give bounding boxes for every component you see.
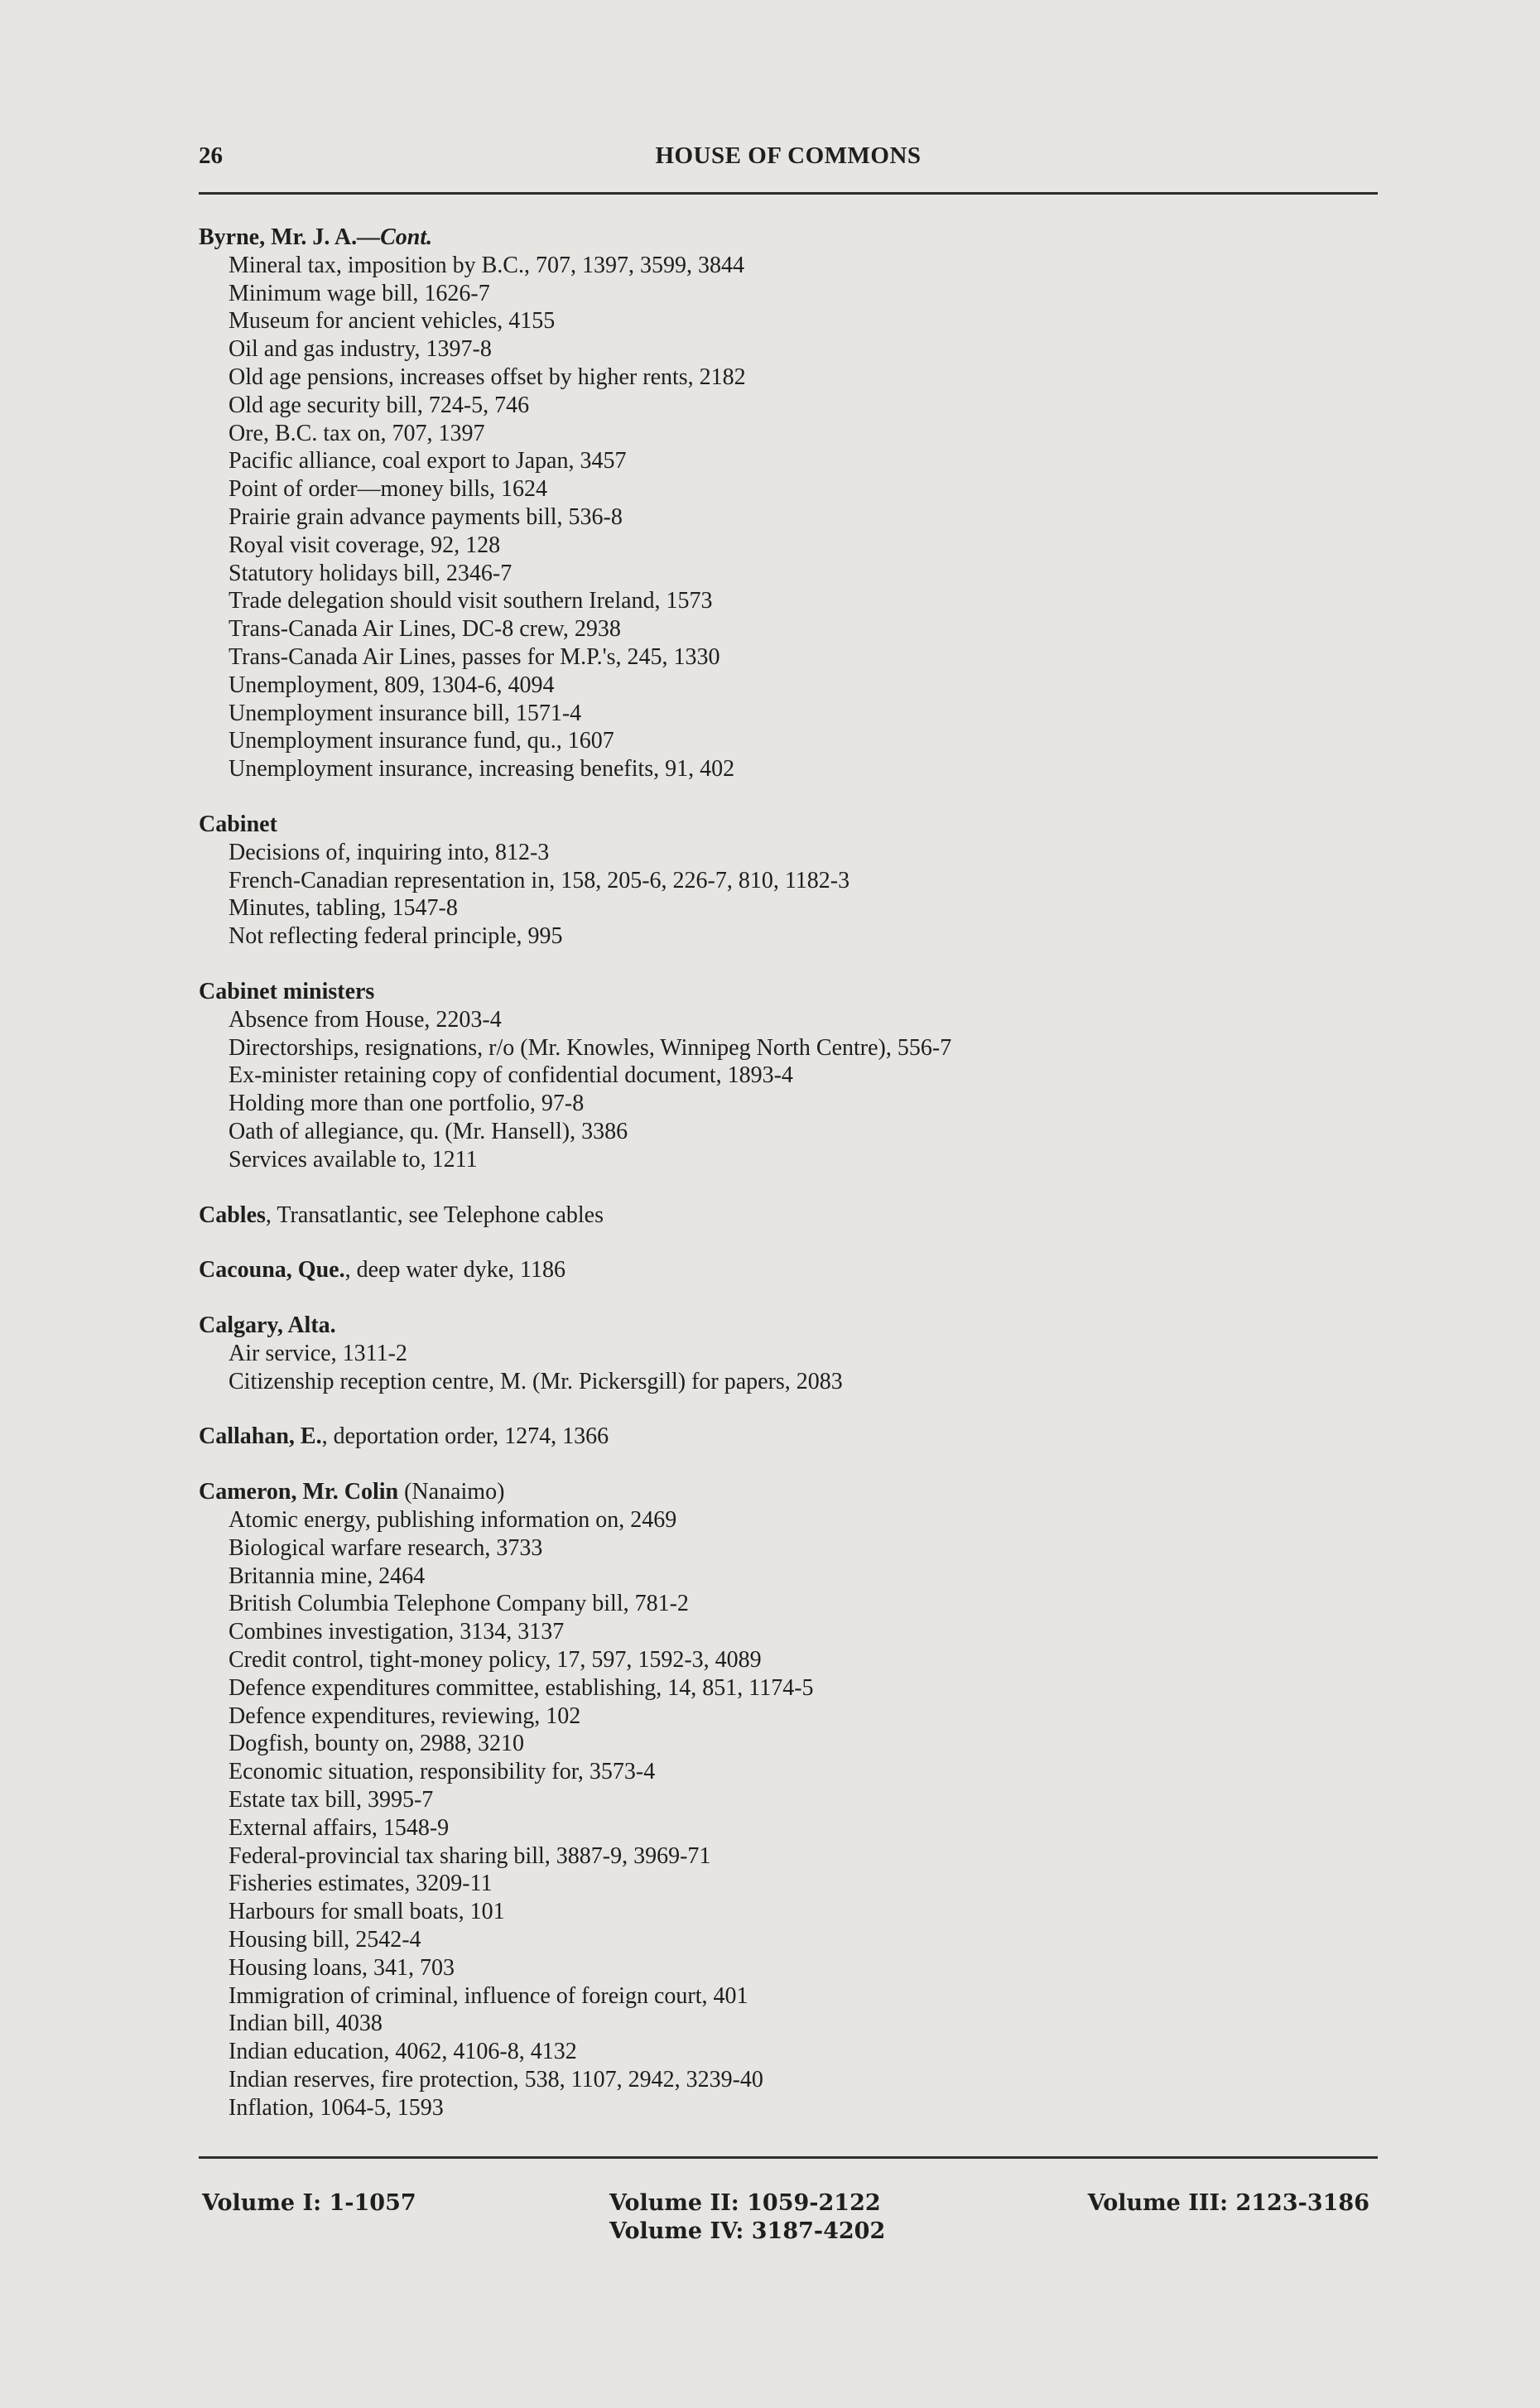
entry-heading — [199, 1423, 1378, 1451]
index-entry — [199, 978, 1378, 1174]
subentry: Old age security bill, 724-5, 746 — [229, 392, 530, 418]
subentry: Trans-Canada Air Lines, DC-8 crew, 2938 — [229, 616, 621, 643]
entry-heading — [199, 811, 1378, 839]
subentry: Point of order—money bills, 1624 — [229, 476, 547, 503]
heading-detail: , deportation order, 1274, 1366 — [321, 1423, 609, 1450]
index-entry — [199, 1202, 1378, 1230]
subentry: Air service, 1311-2 — [229, 1340, 407, 1366]
volume-2-4-ranges — [609, 2189, 885, 2246]
heading-name: Callahan, E. — [199, 1423, 322, 1450]
heading-continued: —Cont. — [357, 224, 433, 250]
volume-footer — [199, 2189, 1378, 2256]
subentry: Absence from House, 2203-4 — [229, 1006, 502, 1033]
subentry: Services available to, 1211 — [229, 1146, 478, 1173]
running-head — [199, 142, 1378, 179]
subentry: Pacific alliance, coal export to Japan, 3457 — [229, 448, 627, 474]
heading-name: Byrne, Mr. J. A. — [199, 224, 358, 250]
heading-name: Calgary, Alta. — [199, 1312, 336, 1339]
entry-heading — [199, 224, 1378, 252]
heading-detail: (Nanaimo) — [398, 1479, 505, 1505]
subentry: Oath of allegiance, qu. (Mr. Hansell), 3386 — [229, 1118, 628, 1144]
subentry: Inflation, 1064-5, 1593 — [229, 2094, 444, 2121]
subentry: Minimum wage bill, 1626-7 — [229, 280, 490, 306]
subentry: Indian bill, 4038 — [229, 2011, 383, 2037]
volume-4-range: Volume IV: 3187-4202 — [609, 2218, 886, 2244]
volume-3-range: Volume III: 2123-3186 — [1087, 2190, 1369, 2216]
subentry: Not reflecting federal principle, 995 — [229, 923, 563, 950]
heading-detail: , Transatlantic, see Telephone cables — [265, 1202, 604, 1228]
subentry: Trade delegation should visit southern Ireland, 1573 — [229, 588, 713, 614]
index-entry — [199, 811, 1378, 951]
subentry: Ore, B.C. tax on, 707, 1397 — [229, 420, 485, 446]
subentry: Housing loans, 341, 703 — [229, 1954, 455, 1981]
subentry: Unemployment insurance, increasing benefits, 91, 402 — [229, 756, 735, 783]
heading-name: Cabinet — [199, 811, 277, 837]
footer-rule — [199, 2156, 1378, 2159]
entry-heading — [199, 978, 1378, 1006]
heading-name: Cabinet ministers — [199, 978, 375, 1004]
heading-detail: , deep water dyke, 1186 — [344, 1257, 566, 1283]
index-body — [199, 224, 1378, 2122]
subentry: Dogfish, bounty on, 2988, 3210 — [229, 1731, 524, 1757]
subentry: Ex-minister retaining copy of confidential document, 1893-4 — [229, 1062, 793, 1089]
index-entry — [199, 1478, 1378, 2121]
subentry: Minutes, tabling, 1547-8 — [229, 895, 458, 922]
header-rule — [199, 192, 1378, 195]
heading-name: Cacouna, Que. — [199, 1257, 345, 1283]
subentry: Directorships, resignations, r/o (Mr. Knowles, Winnipeg North Centre), 556-7 — [229, 1034, 952, 1061]
subentry: Defence expenditures committee, establishing, 14, 851, 1174-5 — [229, 1674, 814, 1701]
subentry: Statutory holidays bill, 2346-7 — [229, 560, 513, 586]
subentry: British Columbia Telephone Company bill, 781-2 — [229, 1591, 689, 1617]
subentry: Indian education, 4062, 4106-8, 4132 — [229, 2039, 577, 2065]
subentry: Fisheries estimates, 3209-11 — [229, 1871, 493, 1897]
page-number: 26 — [199, 142, 223, 169]
index-entry — [199, 224, 1378, 783]
index-entry — [199, 1256, 1378, 1284]
subentry: Oil and gas industry, 1397-8 — [229, 336, 492, 363]
page-title: HOUSE OF COMMONS — [655, 142, 922, 169]
subentry: Indian reserves, fire protection, 538, 1107, 2942, 3239-40 — [229, 2067, 763, 2093]
subentry: Mineral tax, imposition by B.C., 707, 1397, 3599, 3844 — [229, 252, 744, 278]
subentry: Estate tax bill, 3995-7 — [229, 1787, 434, 1813]
heading-name: Cables — [199, 1202, 266, 1228]
subentry: Decisions of, inquiring into, 812-3 — [229, 839, 550, 865]
subentry: Housing bill, 2542-4 — [229, 1927, 421, 1953]
subentry: Atomic energy, publishing information on, 2469 — [229, 1507, 677, 1534]
subentry: Unemployment insurance fund, qu., 1607 — [229, 728, 614, 754]
entry-heading — [199, 1256, 1378, 1284]
subentry: Combines investigation, 3134, 3137 — [229, 1619, 565, 1645]
subentry: Old age pensions, increases offset by higher rents, 2182 — [229, 364, 746, 390]
subentry: Royal visit coverage, 92, 128 — [229, 532, 501, 558]
heading-name: Cameron, Mr. Colin — [199, 1479, 399, 1505]
volume-2-range: Volume II: 1059-2122 — [609, 2190, 881, 2216]
volume-1-range: Volume I: 1-1057 — [202, 2190, 416, 2216]
subentry: Economic situation, responsibility for, 3573-4 — [229, 1759, 656, 1785]
subentry: Unemployment, 809, 1304-6, 4094 — [229, 672, 555, 698]
subentry: Harbours for small boats, 101 — [229, 1899, 505, 1925]
subentry: Trans-Canada Air Lines, passes for M.P.'s, 245, 1330 — [229, 643, 720, 670]
subentry: French-Canadian representation in, 158, 205-6, 226-7, 810, 1182-3 — [229, 867, 850, 893]
subentry: External affairs, 1548-9 — [229, 1814, 450, 1841]
subentry: Unemployment insurance bill, 1571-4 — [229, 700, 582, 726]
entry-heading — [199, 1478, 1378, 1506]
subentry: Credit control, tight-money policy, 17, 597, 1592-3, 4089 — [229, 1647, 762, 1674]
subentry: Biological warfare research, 3733 — [229, 1534, 543, 1561]
index-entry — [199, 1423, 1378, 1451]
entry-heading — [199, 1312, 1378, 1340]
subentry: Federal-provincial tax sharing bill, 3887-9, 3969-71 — [229, 1842, 711, 1869]
index-entry — [199, 1312, 1378, 1395]
subentry: Prairie grain advance payments bill, 536-8 — [229, 503, 623, 530]
subentry: Britannia mine, 2464 — [229, 1563, 426, 1589]
subentry: Museum for ancient vehicles, 4155 — [229, 308, 556, 335]
subentry: Holding more than one portfolio, 97-8 — [229, 1091, 585, 1117]
subentry: Citizenship reception centre, M. (Mr. Pickersgill) for papers, 2083 — [229, 1368, 843, 1394]
entry-heading — [199, 1202, 1378, 1230]
subentry: Defence expenditures, reviewing, 102 — [229, 1702, 581, 1729]
subentry: Immigration of criminal, influence of foreign court, 401 — [229, 1982, 748, 2009]
